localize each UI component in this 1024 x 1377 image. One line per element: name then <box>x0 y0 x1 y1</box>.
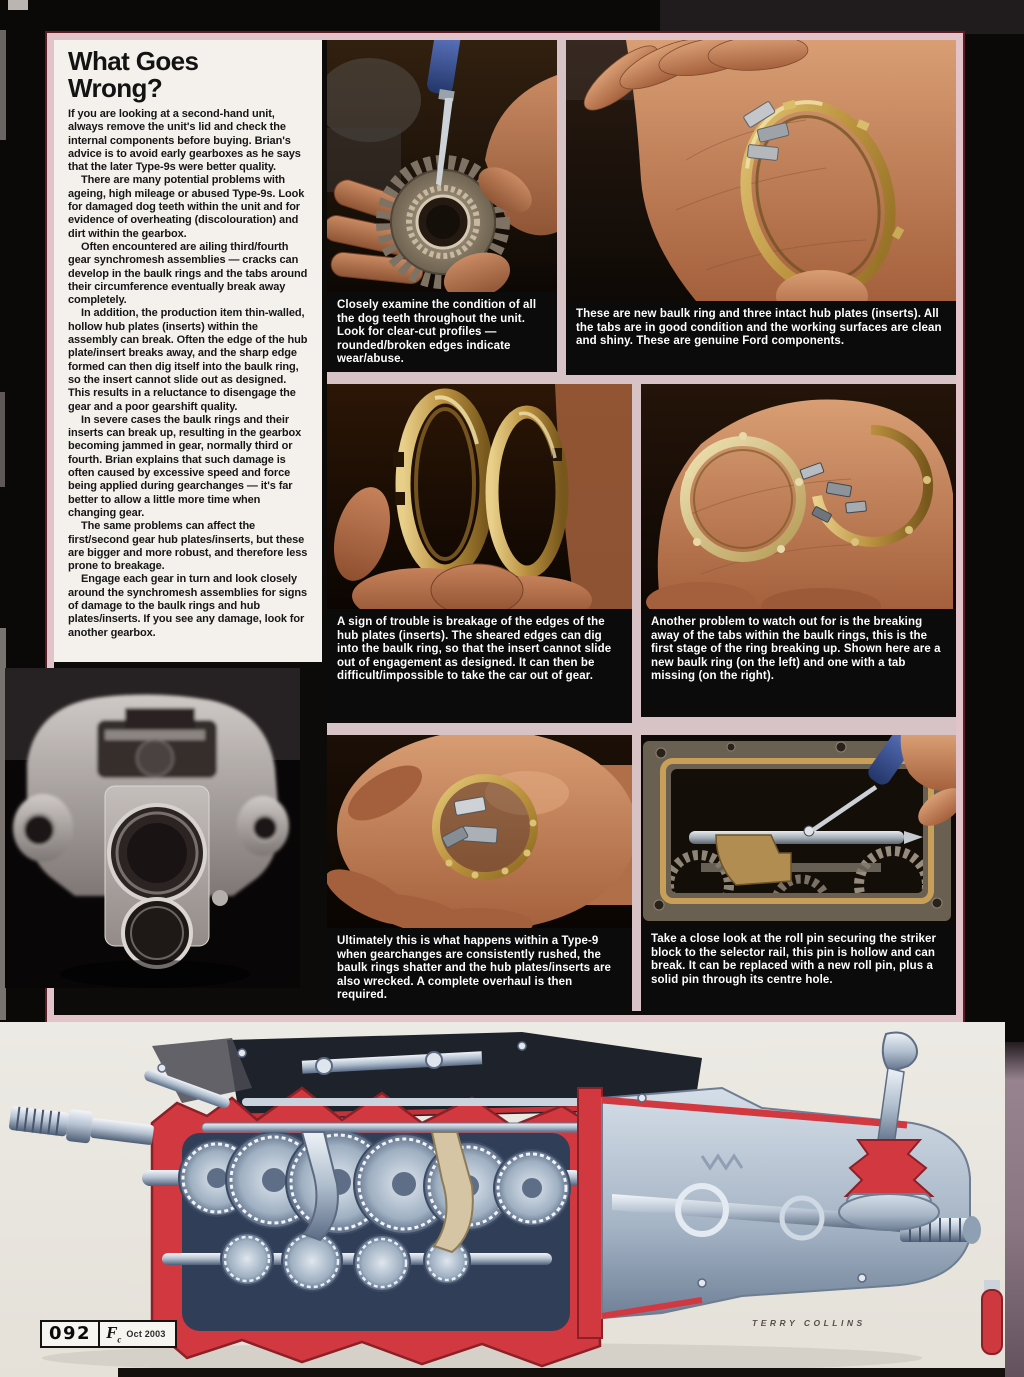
centre-plate <box>578 1088 602 1338</box>
article-title-line2: Wrong? <box>68 73 163 103</box>
page-number: 092 <box>42 1322 100 1346</box>
photo-bellhousing-art <box>5 668 300 988</box>
photo-roll-pin-art <box>641 735 956 926</box>
article-paragraph: If you are looking at a second-hand unit, always remove the unit's lid and check the internal components before buying. Brian's advice is to avoid early gearboxes as he says that the later Type-9s were better quality. <box>68 108 301 174</box>
photo-shattered-components-in-hand <box>327 735 632 928</box>
photo-tab-missing-art <box>641 384 956 609</box>
article-paragraph: There are many potential problems with ageing, high mileage or abused Type-9s. Look for damaged dog teeth within the unit and for evidence of overheating (discolouration) and dirt within the gearbox. <box>68 174 305 240</box>
page-edge-artifact <box>0 30 6 140</box>
caption-tab-breakage: Another problem to watch out for is the breaking away of the tabs within the baulk rings, this is the first stage of the ring breaking up. Shown here are a new baulk ring (on the left) and one with a tab missing (on the right). <box>641 609 956 717</box>
photo-rings-edge-art <box>327 384 632 609</box>
photo-shattered-art <box>327 735 632 928</box>
magazine-logo: $F_c$ <box>106 1322 122 1345</box>
photo-new-baulk-ring-and-inserts <box>566 40 956 301</box>
article-paragraph: In severe cases the baulk rings and their inserts can break up, resulting in the gearbox becoming jammed in gear, normally third or fourth. Brian explains that such damage is often caused by excessive speed and force being applied during gearchanges — it's far better to allow a little more time when changing gear. <box>68 413 302 519</box>
caption-hub-plate-breakage: A sign of trouble is breakage of the edges of the hub plates (inserts). The sheared edges can dig into the baulk ring, so that the insert cannot slide out of engagement as designed. It can then be difficult/impossible to take the car out of gear. <box>327 609 632 723</box>
lower-bore <box>123 899 191 967</box>
photo-bellhousing <box>5 668 300 988</box>
input-shaft <box>8 1102 155 1151</box>
photo-dog-teeth-inspection-art <box>327 40 557 292</box>
article-paragraph: In addition, the production item thin-walled, hollow hub plates (inserts) within the assembly can break. Often the edge of the hub plate/insert breaks away, and the sharp edge formed can then dig itself into the baulk ring, so the insert cannot slide out as designed. This results in a reluctance to disengage the gear and a poor gearshift quality. <box>68 307 308 413</box>
photo-broken-hub-plate-edges <box>327 384 632 609</box>
photo-roll-pin-striker-block <box>641 735 956 926</box>
page-bottom-edge <box>118 1368 1006 1377</box>
caption-dog-teeth: Closely examine the condition of all the dog teeth throughout the unit. Look for clear-cut profiles — rounded/broken edges indicate wear/abuse. <box>327 292 557 372</box>
page-right-edge <box>1005 1040 1024 1377</box>
illustration-area <box>0 1022 1024 1377</box>
roll-pin <box>804 826 814 836</box>
page-scan-top-band <box>660 0 1024 34</box>
photo-grid <box>327 40 956 1011</box>
caption-shattered-rings: Ultimately this is what happens within a Type-9 when gearchanges are consistently rushed, the baulk rings shatter and the hub plates/inserts are also wrecked. A complete overhaul is then required. <box>327 928 632 1011</box>
page-scan-corner-mark <box>8 0 28 10</box>
red-pin <box>982 1280 1002 1354</box>
photo-baulk-ring-tab-missing <box>641 384 956 609</box>
illustration-credit: TERRY COLLINS <box>752 1318 866 1328</box>
page-right-corner <box>1005 1022 1024 1042</box>
issue-date: Oct 2003 <box>126 1329 166 1339</box>
footer-page-badge <box>40 1320 177 1348</box>
intro-panel <box>54 40 322 662</box>
photo-dog-teeth-inspection <box>327 40 557 292</box>
article-paragraph: The same problems can affect the first/second gear hub plates/inserts, but these are bigger and more robust, and therefore less prone to breakage. <box>68 520 308 573</box>
article-title-line1: What Goes <box>68 46 199 76</box>
article-paragraph: Often encountered are ailing third/fourth gear synchromesh assemblies — cracks can develop in the baulk rings and the tabs around their circumference eventually break away completely. <box>68 240 308 307</box>
caption-roll-pin: Take a close look at the roll pin securing the striker block to the selector rail, this pin is hollow and can break. It can be replaced with a new roll pin, plus a solid pin through its centre hole. <box>641 926 956 1011</box>
page-edge-artifact <box>0 392 5 487</box>
caption-new-components: These are new baulk ring and three intact hub plates (inserts). All the tabs are in good condition and the working surfaces are clean and shiny. These are genuine Ford components. <box>566 301 956 375</box>
footer-issue <box>100 1322 174 1346</box>
article-title <box>68 48 310 102</box>
article-paragraph: Engage each gear in turn and look closely around the synchromesh assemblies for signs of damage to the baulk rings and hub plates/inserts. If you see any damage, look for another gearbox. <box>68 573 307 639</box>
photo-new-baulk-ring-art <box>566 40 956 301</box>
